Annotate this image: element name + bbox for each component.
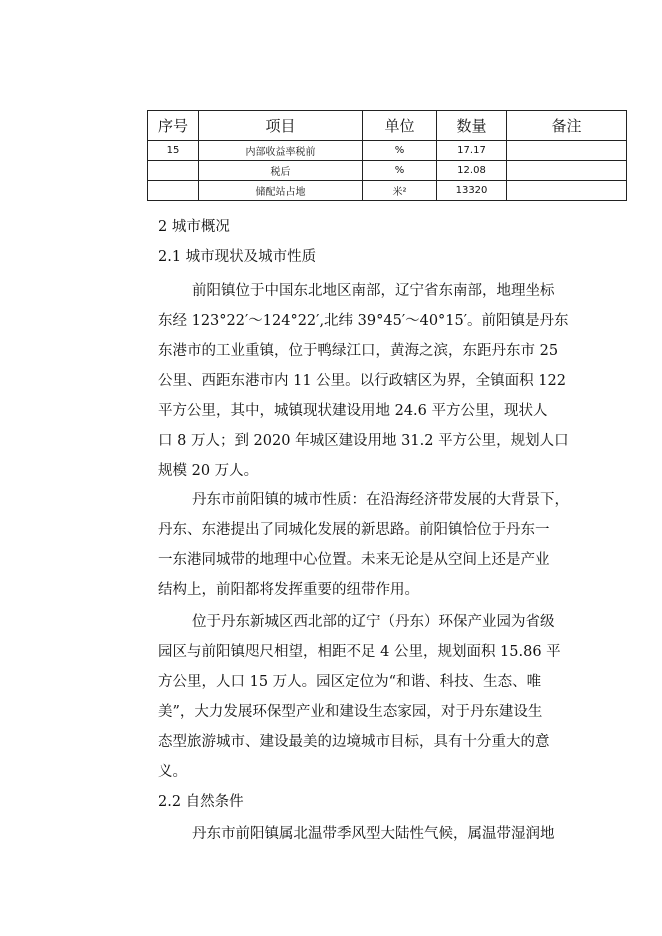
table-cell (148, 161, 199, 181)
paragraph-line: 平方公里，其中，城镇现状建设用地 24.6 平方公里，现状人 (158, 403, 548, 419)
table-header-cell: 单位 (363, 111, 437, 141)
table-cell: 税后 (199, 161, 363, 181)
section-heading-2: 2 城市概况 (158, 219, 230, 235)
table-cell: 内部收益率税前 (199, 141, 363, 161)
table-row (148, 141, 627, 161)
table-cell (507, 161, 627, 181)
paragraph-line: 前阳镇位于中国东北地区南部，辽宁省东南部，地理坐标 (192, 283, 555, 299)
table-cell: 储配站占地 (199, 181, 363, 201)
section-heading-2-2: 2.2 自然条件 (158, 794, 244, 810)
table-header-cell: 备注 (507, 111, 627, 141)
table-cell: % (363, 141, 437, 161)
paragraph-line: 方公里，人口 15 万人。园区定位为“和谐、科技、生态、唯 (158, 674, 542, 690)
paragraph-line: 丹东、东港提出了同城化发展的新思路。前阳镇恰位于丹东一 (158, 522, 550, 538)
paragraph-line: 公里、西距东港市内 11 公里。以行政辖区为界，全镇面积 122 (158, 373, 566, 389)
table-cell: 米² (363, 181, 437, 201)
table-cell: 17.17 (437, 141, 507, 161)
paragraph-line: 一东港同城带的地理中心位置。未来无论是从空间上还是产业 (158, 552, 550, 568)
table-header-cell: 序号 (148, 111, 199, 141)
table-cell: 13320 (437, 181, 507, 201)
paragraph-line: 结构上，前阳都将发挥重要的纽带作用。 (158, 582, 419, 598)
table-header-row (148, 111, 627, 141)
paragraph-line: 义。 (158, 764, 187, 780)
paragraph-line: 东经 123°22′～124°22′,北纬 39°45′～40°15′。前阳镇是丹东 (158, 313, 569, 329)
table-cell (507, 141, 627, 161)
table-cell (507, 181, 627, 201)
paragraph-line: 东港市的工业重镇，位于鸭绿江口，黄海之滨，东距丹东市 25 (158, 343, 559, 359)
table-row (148, 161, 627, 181)
table-cell: % (363, 161, 437, 181)
table-cell: 15 (148, 141, 199, 161)
paragraph-line: 丹东市前阳镇属北温带季风型大陆性气候，属温带湿润地 (192, 826, 555, 842)
paragraph-line: 美”，大力发展环保型产业和建设生态家园，对于丹东建设生 (158, 704, 543, 720)
table-row (148, 181, 627, 201)
paragraph-line: 园区与前阳镇咫尺相望，相距不足 4 公里，规划面积 15.86 平 (158, 644, 561, 660)
paragraph-line: 丹东市前阳镇的城市性质：在沿海经济带发展的大背景下， (192, 492, 569, 508)
paragraph-line: 态型旅游城市、建设最美的边境城市目标，具有十分重大的意 (158, 734, 550, 750)
table-header-cell: 数量 (437, 111, 507, 141)
paragraph-line: 规模 20 万人。 (158, 463, 259, 479)
table-header-cell: 项目 (199, 111, 363, 141)
data-table (147, 110, 627, 201)
table-cell: 12.08 (437, 161, 507, 181)
table-cell (148, 181, 199, 201)
paragraph-line: 口 8 万人；到 2020 年城区建设用地 31.2 平方公里，规划人口 (158, 433, 569, 449)
section-heading-2-1: 2.1 城市现状及城市性质 (158, 249, 317, 265)
paragraph-line: 位于丹东新城区西北部的辽宁（丹东）环保产业园为省级 (192, 614, 555, 630)
